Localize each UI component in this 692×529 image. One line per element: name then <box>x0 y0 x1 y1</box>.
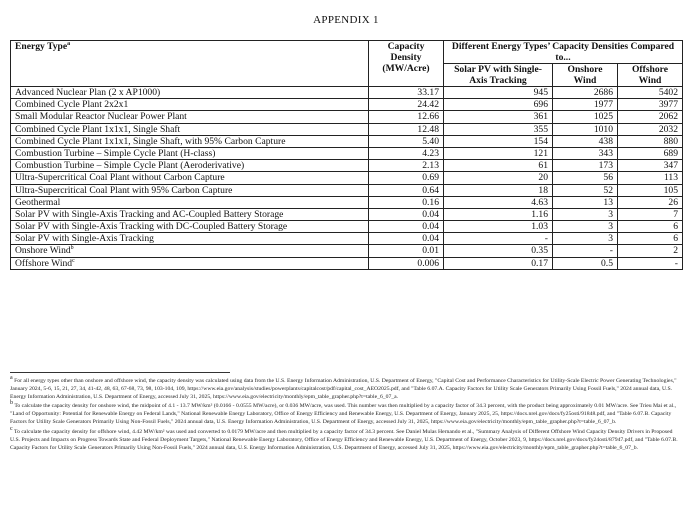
header-offshore-wind: Offshore Wind <box>618 64 683 87</box>
energy-type-cell <box>11 172 369 184</box>
energy-type-cell-text: Combined Cycle Plant 2x2x1 <box>15 99 129 111</box>
solar-ratio-cell <box>444 208 553 220</box>
solar-ratio-cell-text: 355 <box>533 123 548 135</box>
energy-type-cell-text: Onshore Wind <box>15 245 71 257</box>
onshore-ratio-cell <box>553 160 618 172</box>
offshore-ratio-cell <box>618 257 683 269</box>
header-onshore-wind: Onshore Wind <box>553 64 618 87</box>
solar-ratio-cell <box>444 87 553 99</box>
header-comparison-group: Different Energy Types’ Capacity Densities Compared to... <box>444 41 683 64</box>
solar-ratio-cell-text: 18 <box>538 184 548 196</box>
capacity-density-cell-text: 5.40 <box>422 135 439 147</box>
capacity-density-cell-text: 0.64 <box>422 184 439 196</box>
footnote-mark: b <box>10 400 13 407</box>
onshore-ratio-cell <box>553 184 618 196</box>
table-row <box>11 257 683 269</box>
offshore-ratio-cell-text: 689 <box>663 147 678 159</box>
footnote-text: To calculate the capacity density for offshore wind, 4.42 MW/km² was used and converted to 0.0179 MW/acre and then multiplied by a capacity factor of 34.3 percent. See Daniel Mulas Hernando et al., "Summary Analysis of Different Offshore Wind Capacity Density Drivers in Proposed U.S. Projects and Impacts on Progress Towards State and Federal Deployment Targets," National Renewable Energy Laboratory, Office of Energy Efficiency and Renewable Energy, U.S. Department of Energy, October 2023, 9, https://docs.nrel.gov/docs/fy24osti/87947.pdf, and "Table 6.07.B. Capacity Factors for Utility Scale Generators Primarily Using Non-Fossil Fuels," 2024 annual data, U.S. Energy Information Administration, U.S. Department of Energy, accessed July 31, 2025, https://www.eia.gov/electricity/monthly/epm_table_grapher.php?t=table_6_07_b. <box>10 428 678 451</box>
onshore-ratio-cell <box>553 172 618 184</box>
offshore-ratio-cell-text: 2032 <box>658 123 678 135</box>
capacity-density-cell-text: 12.66 <box>417 111 439 123</box>
capacity-density-cell-text: 0.04 <box>422 221 439 233</box>
capacity-density-cell <box>369 172 444 184</box>
onshore-ratio-cell-text: 3 <box>608 221 613 233</box>
offshore-ratio-cell <box>618 208 683 220</box>
onshore-ratio-cell-text: 173 <box>598 160 613 172</box>
energy-type-cell-text: Geothermal <box>15 196 61 208</box>
solar-ratio-cell <box>444 172 553 184</box>
footnotes <box>10 377 682 453</box>
energy-type-cell-text: Ultra-Supercritical Coal Plant without Carbon Capture <box>15 172 225 184</box>
solar-ratio-cell-text: 361 <box>533 111 548 123</box>
capacity-density-cell <box>369 208 444 220</box>
capacity-density-cell-text: 4.23 <box>422 147 439 159</box>
header-energy-type <box>11 41 369 87</box>
onshore-ratio-cell-text: 343 <box>598 147 613 159</box>
energy-type-cell <box>11 233 369 245</box>
capacity-density-cell-text: 24.42 <box>417 99 439 111</box>
capacity-density-cell <box>369 123 444 135</box>
table-row <box>11 221 683 233</box>
solar-ratio-cell-text: 0.35 <box>531 245 548 257</box>
energy-type-cell-text: Combustion Turbine – Simple Cycle Plant (H-class) <box>15 147 216 159</box>
solar-ratio-cell <box>444 196 553 208</box>
energy-type-cell <box>11 221 369 233</box>
offshore-ratio-cell-text: 6 <box>673 233 678 245</box>
footnote-mark: c <box>72 257 75 264</box>
onshore-ratio-cell <box>553 147 618 159</box>
energy-type-cell <box>11 135 369 147</box>
table-row <box>11 208 683 220</box>
footnote <box>10 425 682 452</box>
table-body <box>11 87 683 270</box>
capacity-density-cell-text: 0.69 <box>422 172 439 184</box>
solar-ratio-cell-text: 61 <box>538 160 548 172</box>
offshore-ratio-cell <box>618 221 683 233</box>
onshore-ratio-cell <box>553 111 618 123</box>
offshore-ratio-cell-text: 113 <box>663 172 678 184</box>
onshore-ratio-cell <box>553 87 618 99</box>
solar-ratio-cell <box>444 123 553 135</box>
onshore-ratio-cell <box>553 135 618 147</box>
onshore-ratio-cell <box>553 99 618 111</box>
offshore-ratio-cell <box>618 99 683 111</box>
offshore-ratio-cell <box>618 87 683 99</box>
footnote-mark: b <box>70 245 74 252</box>
offshore-ratio-cell <box>618 245 683 257</box>
energy-type-cell-text: Offshore Wind <box>15 257 73 269</box>
offshore-ratio-cell-text: 105 <box>663 184 678 196</box>
offshore-ratio-cell <box>618 196 683 208</box>
energy-type-cell-text: Solar PV with Single-Axis Tracking <box>15 233 154 245</box>
offshore-ratio-cell <box>618 135 683 147</box>
solar-ratio-cell <box>444 99 553 111</box>
offshore-ratio-cell-text: - <box>674 257 678 269</box>
offshore-ratio-cell <box>618 172 683 184</box>
header-capacity-density: Capacity Density (MW/Acre) <box>369 41 444 87</box>
solar-ratio-cell-text: 20 <box>538 172 548 184</box>
capacity-density-cell <box>369 184 444 196</box>
energy-type-cell <box>11 184 369 196</box>
onshore-ratio-cell <box>553 221 618 233</box>
offshore-ratio-cell-text: 26 <box>668 196 678 208</box>
table-row <box>11 172 683 184</box>
footnote <box>10 402 682 426</box>
offshore-ratio-cell-text: 2 <box>673 245 678 257</box>
capacity-density-cell <box>369 111 444 123</box>
solar-ratio-cell <box>444 245 553 257</box>
footnote-mark: c <box>10 425 13 432</box>
energy-type-cell <box>11 257 369 269</box>
solar-ratio-cell-text: 696 <box>533 99 548 111</box>
solar-ratio-cell-text: 154 <box>533 135 548 147</box>
solar-ratio-cell <box>444 135 553 147</box>
onshore-ratio-cell-text: - <box>609 245 613 257</box>
table-row <box>11 184 683 196</box>
offshore-ratio-cell-text: 5402 <box>658 87 678 98</box>
header-solar-pv: Solar PV with Single-Axis Tracking <box>444 64 553 87</box>
energy-type-cell <box>11 111 369 123</box>
energy-type-cell-text: Advanced Nuclear Plan (2 x AP1000) <box>15 87 161 98</box>
energy-type-cell-text: Ultra-Supercritical Coal Plant with 95% Carbon Capture <box>15 184 233 196</box>
capacity-density-cell-text: 0.01 <box>422 245 439 257</box>
capacity-density-cell <box>369 160 444 172</box>
onshore-ratio-cell <box>553 245 618 257</box>
footnote-mark: a <box>10 375 13 382</box>
solar-ratio-cell <box>444 147 553 159</box>
energy-type-cell <box>11 196 369 208</box>
onshore-ratio-cell <box>553 233 618 245</box>
solar-ratio-cell-text: - <box>544 233 548 245</box>
footnote-divider <box>10 372 230 373</box>
onshore-ratio-cell <box>553 196 618 208</box>
footnote-text: To calculate the capacity density for onshore wind, the midpoint of 4.1 - 13.7 MW/km² (0.0166 - 0.0555 MW/acre), or 0.036 MW/acre, was used. This number was then multiplied by a capacity factor of 34.3 percent, with the product being approximately 0.01 MW/acre. See Trieu Mai et al., "Land of Opportunity: Potential for Renewable Energy on Federal Lands," National Renewable Energy Laboratory, Office of Energy Efficiency and Renewable Energy, U.S. Department of Energy, January 2025, 25, https://docs.nrel.gov/docs/fy25osti/91848.pdf, and "Table 6.07.B. Capacity Factors for Utility Scale Generators Primarily Using Non-Fossil Fuels," 2024 annual data, U.S. Energy Information Administration, U.S. Department of Energy, accessed July 31, 2025, https://www.eia.gov/electricity/monthly/epm_table_grapher.php?t=table_6_07_b. <box>10 403 677 426</box>
onshore-ratio-cell-text: 2686 <box>593 87 613 98</box>
solar-ratio-cell <box>444 233 553 245</box>
energy-type-cell <box>11 208 369 220</box>
offshore-ratio-cell <box>618 123 683 135</box>
capacity-density-cell <box>369 147 444 159</box>
offshore-ratio-cell <box>618 147 683 159</box>
capacity-density-cell <box>369 221 444 233</box>
energy-type-cell <box>11 245 369 257</box>
capacity-density-cell-text: 2.13 <box>422 160 439 172</box>
onshore-ratio-cell-text: 56 <box>603 172 613 184</box>
energy-type-cell-text: Small Modular Reactor Nuclear Power Plant <box>15 111 187 123</box>
capacity-density-cell <box>369 257 444 269</box>
offshore-ratio-cell <box>618 233 683 245</box>
onshore-ratio-cell-text: 13 <box>603 196 613 208</box>
solar-ratio-cell <box>444 184 553 196</box>
capacity-density-cell-text: 0.006 <box>417 257 439 269</box>
capacity-density-cell <box>369 196 444 208</box>
offshore-ratio-cell-text: 347 <box>663 160 678 172</box>
solar-ratio-cell <box>444 221 553 233</box>
solar-ratio-cell-text: 121 <box>533 147 548 159</box>
onshore-ratio-cell-text: 1010 <box>593 123 613 135</box>
energy-type-cell <box>11 123 369 135</box>
capacity-density-cell <box>369 87 444 99</box>
energy-type-cell <box>11 147 369 159</box>
onshore-ratio-cell-text: 1977 <box>593 99 613 111</box>
energy-type-cell <box>11 99 369 111</box>
energy-type-cell-text: Solar PV with Single-Axis Tracking with DC-Coupled Battery Storage <box>15 221 288 233</box>
onshore-ratio-cell-text: 3 <box>608 208 613 220</box>
offshore-ratio-cell-text: 880 <box>663 135 678 147</box>
table-row <box>11 135 683 147</box>
offshore-ratio-cell <box>618 111 683 123</box>
table-row <box>11 87 683 99</box>
energy-type-cell-text: Combustion Turbine – Simple Cycle Plant (Aeroderivative) <box>15 160 245 172</box>
onshore-ratio-cell-text: 438 <box>598 135 613 147</box>
energy-type-cell <box>11 160 369 172</box>
solar-ratio-cell <box>444 257 553 269</box>
offshore-ratio-cell-text: 7 <box>673 208 678 220</box>
footnote <box>10 377 682 401</box>
table-row <box>11 233 683 245</box>
capacity-density-cell <box>369 245 444 257</box>
energy-type-cell <box>11 87 369 99</box>
offshore-ratio-cell <box>618 184 683 196</box>
solar-ratio-cell-text: 0.17 <box>531 257 548 269</box>
table-row <box>11 147 683 159</box>
footnote-text: For all energy types other than onshore and offshore wind, the capacity density was calculated using data from the U.S. Energy Information Administration, U.S. Department of Energy, "Capital Cost and Performance Characteristics for Utility-Scale Electric Power Generating Technologies," January 2024, 5-6, 15, 21, 27, 34, 41-42, 48, 63, 67-68, 73, 98, 103-104, 109, https://www.eia.gov/analysis/studies/powerplants/capitalcost/pdf/capital_cost_AEO2025.pdf, and "Table 6.07.A. Capacity Factors for Utility Scale Generators Primarily Using Fossil Fuels," 2024 annual data, U.S. Energy Information Administration, U.S. Department of Energy, accessed July 31, 2025, https://www.eia.gov/electricity/monthly/epm_table_grapher.php?t=table_6_07_a. <box>10 378 677 401</box>
table-row <box>11 123 683 135</box>
table-row <box>11 160 683 172</box>
onshore-ratio-cell-text: 52 <box>603 184 613 196</box>
offshore-ratio-cell <box>618 160 683 172</box>
energy-type-cell-text: Solar PV with Single-Axis Tracking and AC-Coupled Battery Storage <box>15 208 284 220</box>
table-row <box>11 245 683 257</box>
solar-ratio-cell <box>444 111 553 123</box>
solar-ratio-cell-text: 945 <box>533 87 548 98</box>
table-row <box>11 196 683 208</box>
capacity-density-cell-text: 0.04 <box>422 233 439 245</box>
solar-ratio-cell <box>444 160 553 172</box>
solar-ratio-cell-text: 1.03 <box>531 221 548 233</box>
capacity-density-cell-text: 0.16 <box>422 196 439 208</box>
solar-ratio-cell-text: 4.63 <box>531 196 548 208</box>
capacity-density-table <box>10 40 683 270</box>
capacity-density-cell <box>369 135 444 147</box>
onshore-ratio-cell-text: 1025 <box>593 111 613 123</box>
capacity-density-cell-text: 0.04 <box>422 208 439 220</box>
capacity-density-cell <box>369 99 444 111</box>
onshore-ratio-cell <box>553 123 618 135</box>
appendix-title: APPENDIX 1 <box>313 14 379 26</box>
table-row <box>11 99 683 111</box>
footnote-mark: a <box>67 40 71 47</box>
offshore-ratio-cell-text: 3977 <box>658 99 678 111</box>
onshore-ratio-cell-text: 0.5 <box>601 257 613 269</box>
onshore-ratio-cell-text: 3 <box>608 233 613 245</box>
capacity-density-cell-text: 33.17 <box>417 87 439 98</box>
offshore-ratio-cell-text: 6 <box>673 221 678 233</box>
onshore-ratio-cell <box>553 208 618 220</box>
solar-ratio-cell-text: 1.16 <box>531 208 548 220</box>
energy-type-cell-text: Combined Cycle Plant 1x1x1, Single Shaft <box>15 123 181 135</box>
header-energy-type-label: Energy Type <box>15 41 68 52</box>
capacity-density-cell <box>369 233 444 245</box>
offshore-ratio-cell-text: 2062 <box>658 111 678 123</box>
capacity-density-cell-text: 12.48 <box>417 123 439 135</box>
onshore-ratio-cell <box>553 257 618 269</box>
energy-type-cell-text: Combined Cycle Plant 1x1x1, Single Shaft, with 95% Carbon Capture <box>15 135 286 147</box>
table-row <box>11 111 683 123</box>
